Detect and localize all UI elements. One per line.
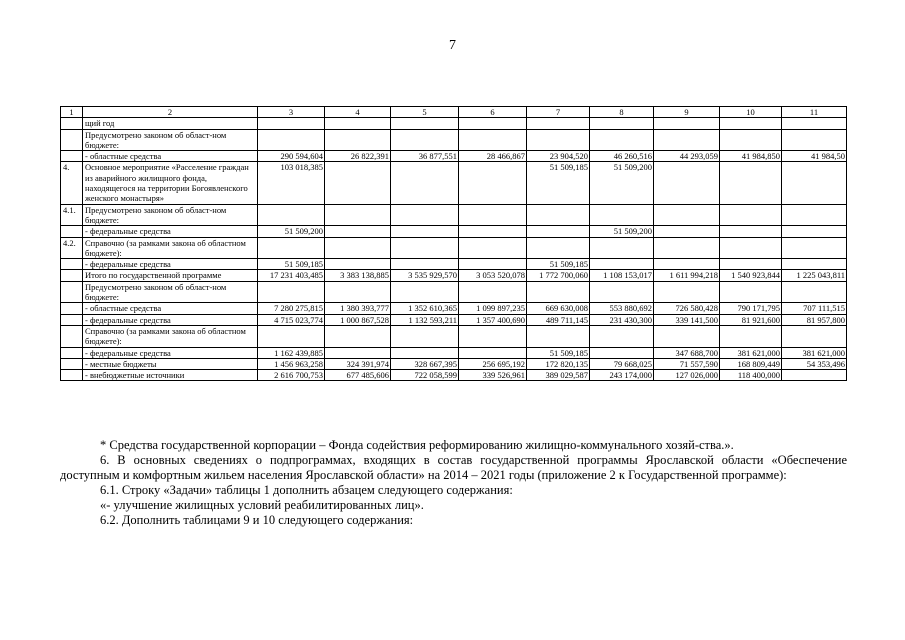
row-label-cell: щий год bbox=[83, 118, 258, 129]
value-cell bbox=[782, 226, 847, 237]
table-row bbox=[61, 118, 847, 129]
row-label-cell: - местные бюджеты bbox=[83, 358, 258, 369]
value-cell bbox=[654, 237, 720, 259]
value-cell bbox=[325, 259, 391, 270]
value-cell: 1 456 963,258 bbox=[258, 358, 325, 369]
value-cell bbox=[391, 204, 459, 226]
value-cell bbox=[782, 129, 847, 151]
value-cell: 677 485,606 bbox=[325, 370, 391, 381]
value-cell bbox=[527, 237, 590, 259]
value-cell: 81 921,600 bbox=[720, 314, 782, 325]
value-cell bbox=[654, 281, 720, 303]
table-row bbox=[61, 162, 847, 204]
value-cell bbox=[590, 204, 654, 226]
value-cell: 489 711,145 bbox=[527, 314, 590, 325]
table-row bbox=[61, 347, 847, 358]
column-header: 6 bbox=[459, 107, 527, 118]
row-number-cell: 4.2. bbox=[61, 237, 83, 259]
value-cell: 1 108 153,017 bbox=[590, 270, 654, 281]
value-cell: 51 509,185 bbox=[527, 347, 590, 358]
value-cell bbox=[720, 204, 782, 226]
value-cell bbox=[590, 118, 654, 129]
value-cell: 51 509,185 bbox=[258, 259, 325, 270]
row-label-cell: - федеральные средства bbox=[83, 226, 258, 237]
row-label-cell: - федеральные средства bbox=[83, 314, 258, 325]
value-cell bbox=[459, 162, 527, 204]
value-cell bbox=[391, 325, 459, 347]
value-cell bbox=[391, 347, 459, 358]
value-cell: 46 260,516 bbox=[590, 151, 654, 162]
value-cell bbox=[527, 226, 590, 237]
value-cell bbox=[459, 259, 527, 270]
value-cell bbox=[391, 237, 459, 259]
row-number-cell bbox=[61, 118, 83, 129]
value-cell: 4 715 023,774 bbox=[258, 314, 325, 325]
row-label-cell: - областные средства bbox=[83, 303, 258, 314]
row-label-cell: Справочно (за рамками закона об областном бюджете): bbox=[83, 325, 258, 347]
table-row bbox=[61, 325, 847, 347]
table-row bbox=[61, 358, 847, 369]
value-cell: 51 509,200 bbox=[590, 226, 654, 237]
value-cell: 256 695,192 bbox=[459, 358, 527, 369]
value-cell: 243 174,000 bbox=[590, 370, 654, 381]
row-number-cell bbox=[61, 151, 83, 162]
value-cell: 669 630,008 bbox=[527, 303, 590, 314]
row-number-cell: 4. bbox=[61, 162, 83, 204]
table-row bbox=[61, 237, 847, 259]
value-cell bbox=[459, 237, 527, 259]
value-cell bbox=[459, 281, 527, 303]
value-cell bbox=[325, 347, 391, 358]
value-cell bbox=[391, 281, 459, 303]
table-row bbox=[61, 281, 847, 303]
column-header: 4 bbox=[325, 107, 391, 118]
value-cell bbox=[325, 118, 391, 129]
row-number-cell: 4.1. bbox=[61, 204, 83, 226]
value-cell: 1 772 700,060 bbox=[527, 270, 590, 281]
value-cell bbox=[720, 129, 782, 151]
value-cell: 51 509,185 bbox=[527, 259, 590, 270]
value-cell: 3 383 138,885 bbox=[325, 270, 391, 281]
value-cell: 1 357 400,690 bbox=[459, 314, 527, 325]
value-cell bbox=[459, 204, 527, 226]
budget-table bbox=[60, 106, 847, 381]
paragraph-6-1: 6.1. Строку «Задачи» таблицы 1 дополнить абзацем следующего содержания: bbox=[100, 483, 513, 497]
row-label-cell: - федеральные средства bbox=[83, 347, 258, 358]
value-cell bbox=[258, 325, 325, 347]
value-cell: 707 111,515 bbox=[782, 303, 847, 314]
value-cell bbox=[654, 204, 720, 226]
row-label-cell: Предусмотрено законом об област-ном бюджете: bbox=[83, 129, 258, 151]
value-cell: 328 667,395 bbox=[391, 358, 459, 369]
value-cell: 381 621,000 bbox=[782, 347, 847, 358]
value-cell bbox=[590, 347, 654, 358]
value-cell bbox=[654, 226, 720, 237]
value-cell bbox=[654, 162, 720, 204]
table-header-row bbox=[61, 107, 847, 118]
row-label-cell: Основное мероприятие «Расселение граждан из аварийного жилищного фонда, находящегося на территории Богоявленского женского монастыря» bbox=[83, 162, 258, 204]
row-label-cell: Предусмотрено законом об област-ном бюджете: bbox=[83, 204, 258, 226]
row-label-cell: - федеральные средства bbox=[83, 259, 258, 270]
value-cell: 118 400,000 bbox=[720, 370, 782, 381]
value-cell bbox=[258, 204, 325, 226]
value-cell: 79 668,025 bbox=[590, 358, 654, 369]
value-cell: 1 000 867,528 bbox=[325, 314, 391, 325]
value-cell bbox=[590, 259, 654, 270]
value-cell: 381 621,000 bbox=[720, 347, 782, 358]
table-row bbox=[61, 129, 847, 151]
value-cell bbox=[720, 118, 782, 129]
row-number-cell bbox=[61, 226, 83, 237]
value-cell: 3 535 929,570 bbox=[391, 270, 459, 281]
value-cell: 553 880,692 bbox=[590, 303, 654, 314]
value-cell bbox=[782, 118, 847, 129]
value-cell: 347 688,700 bbox=[654, 347, 720, 358]
value-cell bbox=[782, 281, 847, 303]
value-cell bbox=[654, 129, 720, 151]
value-cell bbox=[325, 325, 391, 347]
value-cell: 3 053 520,078 bbox=[459, 270, 527, 281]
value-cell: 41 984,850 bbox=[720, 151, 782, 162]
value-cell bbox=[325, 226, 391, 237]
paragraph-6-2: 6.2. Дополнить таблицами 9 и 10 следующего содержания: bbox=[100, 513, 414, 527]
row-number-cell bbox=[61, 303, 83, 314]
value-cell bbox=[391, 118, 459, 129]
row-number-cell bbox=[61, 314, 83, 325]
value-cell bbox=[459, 129, 527, 151]
footnote-paragraph: * Средства государственной корпорации – Фонда содействия реформированию жилищно-коммунального хозяй-ства.». bbox=[100, 438, 734, 452]
column-header: 7 bbox=[527, 107, 590, 118]
value-cell: 1 225 043,811 bbox=[782, 270, 847, 281]
table-row bbox=[61, 370, 847, 381]
value-cell: 44 293,059 bbox=[654, 151, 720, 162]
value-cell: 7 280 275,815 bbox=[258, 303, 325, 314]
column-header: 1 bbox=[61, 107, 83, 118]
column-header: 10 bbox=[720, 107, 782, 118]
value-cell: 2 616 700,753 bbox=[258, 370, 325, 381]
value-cell bbox=[325, 129, 391, 151]
value-cell bbox=[720, 281, 782, 303]
row-number-cell bbox=[61, 259, 83, 270]
value-cell: 26 822,391 bbox=[325, 151, 391, 162]
column-header: 2 bbox=[83, 107, 258, 118]
value-cell bbox=[782, 204, 847, 226]
value-cell bbox=[459, 325, 527, 347]
value-cell: 51 509,200 bbox=[258, 226, 325, 237]
value-cell bbox=[391, 226, 459, 237]
value-cell: 324 391,974 bbox=[325, 358, 391, 369]
value-cell: 1 540 923,844 bbox=[720, 270, 782, 281]
value-cell bbox=[654, 325, 720, 347]
body-text bbox=[60, 438, 847, 528]
value-cell bbox=[720, 237, 782, 259]
row-number-cell bbox=[61, 347, 83, 358]
value-cell: 339 526,961 bbox=[459, 370, 527, 381]
value-cell: 1 380 393,777 bbox=[325, 303, 391, 314]
table-row bbox=[61, 270, 847, 281]
paragraph-6: 6. В основных сведениях о подпрограммах, входящих в состав государственной программы Ярославской области «Обеспечение доступным и комфортным жильем населения Ярославской области» на 2014 – 2021 годы (приложение 2 к Государственной программе): bbox=[60, 453, 847, 482]
table-row bbox=[61, 151, 847, 162]
value-cell bbox=[325, 162, 391, 204]
table-row bbox=[61, 303, 847, 314]
page-number: 7 bbox=[449, 38, 456, 53]
value-cell: 17 231 403,485 bbox=[258, 270, 325, 281]
value-cell bbox=[258, 118, 325, 129]
value-cell bbox=[325, 281, 391, 303]
value-cell bbox=[654, 259, 720, 270]
column-header: 3 bbox=[258, 107, 325, 118]
row-label-cell: Предусмотрено законом об област-ном бюджете: bbox=[83, 281, 258, 303]
value-cell: 41 984,50 bbox=[782, 151, 847, 162]
value-cell bbox=[782, 325, 847, 347]
value-cell bbox=[654, 118, 720, 129]
value-cell: 81 957,800 bbox=[782, 314, 847, 325]
paragraph-quote: «- улучшение жилищных условий реабилитированных лиц». bbox=[100, 498, 424, 512]
value-cell: 36 877,551 bbox=[391, 151, 459, 162]
value-cell bbox=[258, 237, 325, 259]
row-label-cell: Итого по государственной программе bbox=[83, 270, 258, 281]
row-number-cell bbox=[61, 270, 83, 281]
column-header: 11 bbox=[782, 107, 847, 118]
row-label-cell: - областные средства bbox=[83, 151, 258, 162]
value-cell: 71 557,590 bbox=[654, 358, 720, 369]
value-cell: 290 594,604 bbox=[258, 151, 325, 162]
column-header: 9 bbox=[654, 107, 720, 118]
value-cell bbox=[527, 325, 590, 347]
value-cell: 1 611 994,218 bbox=[654, 270, 720, 281]
row-number-cell bbox=[61, 358, 83, 369]
value-cell: 54 353,496 bbox=[782, 358, 847, 369]
table-row bbox=[61, 204, 847, 226]
row-label-cell: Справочно (за рамками закона об областном бюджете): bbox=[83, 237, 258, 259]
value-cell: 790 171,795 bbox=[720, 303, 782, 314]
value-cell bbox=[527, 118, 590, 129]
table-row bbox=[61, 314, 847, 325]
table-row bbox=[61, 226, 847, 237]
value-cell bbox=[782, 237, 847, 259]
value-cell bbox=[325, 237, 391, 259]
value-cell bbox=[527, 281, 590, 303]
value-cell bbox=[590, 325, 654, 347]
value-cell bbox=[782, 259, 847, 270]
value-cell bbox=[720, 259, 782, 270]
row-number-cell bbox=[61, 370, 83, 381]
value-cell: 127 026,000 bbox=[654, 370, 720, 381]
value-cell bbox=[391, 162, 459, 204]
table-row bbox=[61, 259, 847, 270]
value-cell: 103 018,385 bbox=[258, 162, 325, 204]
value-cell bbox=[720, 226, 782, 237]
value-cell bbox=[527, 204, 590, 226]
value-cell bbox=[325, 204, 391, 226]
value-cell bbox=[258, 281, 325, 303]
value-cell: 28 466,867 bbox=[459, 151, 527, 162]
value-cell: 51 509,185 bbox=[527, 162, 590, 204]
value-cell bbox=[590, 129, 654, 151]
value-cell: 1 132 593,211 bbox=[391, 314, 459, 325]
value-cell: 389 029,587 bbox=[527, 370, 590, 381]
value-cell bbox=[391, 259, 459, 270]
value-cell bbox=[459, 226, 527, 237]
value-cell: 51 509,200 bbox=[590, 162, 654, 204]
row-number-cell bbox=[61, 129, 83, 151]
value-cell: 231 430,300 bbox=[590, 314, 654, 325]
row-label-cell: - внебюджетные источники bbox=[83, 370, 258, 381]
value-cell bbox=[720, 162, 782, 204]
row-number-cell bbox=[61, 281, 83, 303]
value-cell bbox=[782, 370, 847, 381]
value-cell bbox=[459, 118, 527, 129]
value-cell: 339 141,500 bbox=[654, 314, 720, 325]
value-cell bbox=[720, 325, 782, 347]
value-cell: 722 058,599 bbox=[391, 370, 459, 381]
column-header: 8 bbox=[590, 107, 654, 118]
value-cell: 168 809,449 bbox=[720, 358, 782, 369]
row-number-cell bbox=[61, 325, 83, 347]
value-cell: 1 099 897,235 bbox=[459, 303, 527, 314]
value-cell: 172 820,135 bbox=[527, 358, 590, 369]
value-cell bbox=[590, 281, 654, 303]
value-cell: 1 162 439,885 bbox=[258, 347, 325, 358]
column-header: 5 bbox=[391, 107, 459, 118]
value-cell: 23 904,520 bbox=[527, 151, 590, 162]
value-cell: 1 352 610,365 bbox=[391, 303, 459, 314]
value-cell bbox=[590, 237, 654, 259]
value-cell bbox=[782, 162, 847, 204]
value-cell: 726 580,428 bbox=[654, 303, 720, 314]
value-cell bbox=[391, 129, 459, 151]
value-cell bbox=[459, 347, 527, 358]
value-cell bbox=[258, 129, 325, 151]
value-cell bbox=[527, 129, 590, 151]
